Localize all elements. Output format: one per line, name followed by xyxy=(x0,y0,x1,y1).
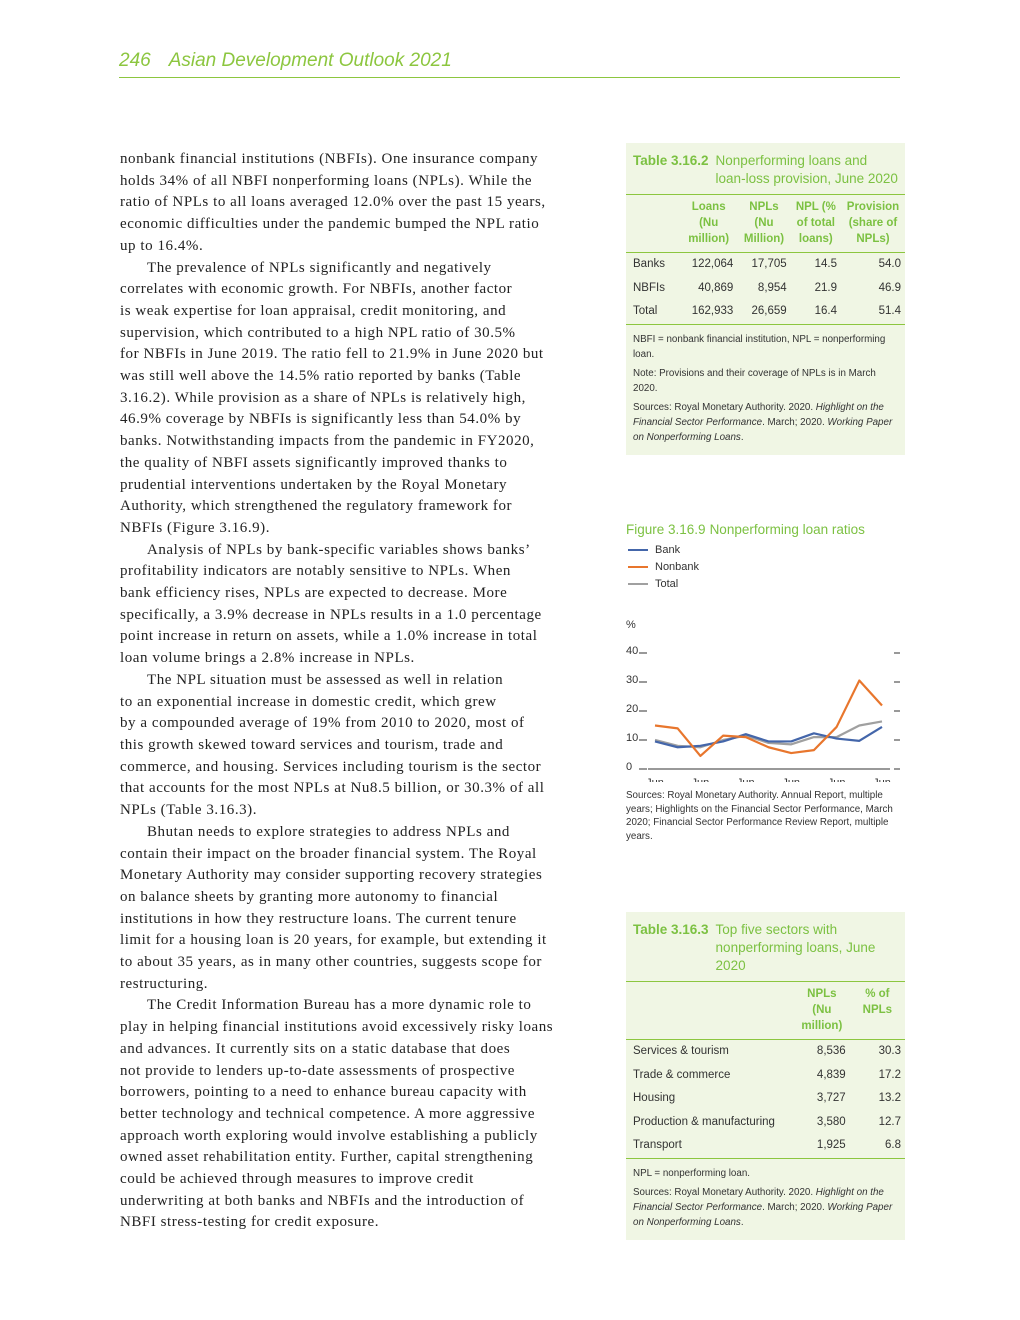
text-line: nonbank financial institutions (NBFIs). One insurance company xyxy=(120,151,539,167)
x-tick-label xyxy=(646,777,664,782)
column-header: Provision (share of NPLs) xyxy=(846,201,900,245)
table-cell: 8,954 xyxy=(757,281,787,294)
text-line: that accounts for the most NPLs at Nu8.5 billion, or 30.3% of all xyxy=(120,780,545,797)
paragraph xyxy=(120,540,600,670)
column-header: NPL (% of total loans) xyxy=(795,201,836,245)
x-tick-label xyxy=(737,777,755,782)
figure-3-16-9 xyxy=(626,522,906,843)
text-line: prudential interventions undertaken by the Royal Monetary xyxy=(120,476,508,493)
row-label: Trade & commerce xyxy=(633,1068,731,1081)
table-row xyxy=(626,1064,905,1088)
table-cell: 162,933 xyxy=(691,305,734,317)
text-line: to about 35 years, as in many other countries, suggests scope for xyxy=(120,954,542,971)
table-number: Table 3.16.3 xyxy=(633,922,709,937)
running-header xyxy=(119,50,900,78)
text-line: bank efficiency rises, NPLs are expected to decrease. More xyxy=(120,585,508,602)
text-line: holds 34% of all NBFI nonperforming loans (NPLs). While the xyxy=(120,172,533,189)
table-cell: 21.9 xyxy=(814,281,837,294)
text-line: is weak expertise for loan appraisal, credit monitoring, and xyxy=(120,302,507,319)
text-line: contain their impact on the broader financial system. The Royal xyxy=(120,845,537,862)
table-caption: Nonperforming loans and loan-loss provision, June 2020 xyxy=(715,153,898,186)
line-chart xyxy=(626,592,906,782)
text-line: this growth skewed toward services and tourism, trade and xyxy=(120,736,504,753)
text-line: owned asset rehabilitation entity. Further, capital strengthening xyxy=(120,1149,534,1166)
text-line: Bhutan needs to explore strategies to address NPLs and xyxy=(147,823,510,840)
column-header: Loans (Nu million) xyxy=(688,201,730,245)
table-cell: 12.7 xyxy=(878,1115,901,1128)
table-row xyxy=(626,300,905,324)
text-line: NBFIs (Figure 3.16.9). xyxy=(120,519,271,536)
column-header: NPLs (Nu million) xyxy=(801,988,843,1032)
sources-title: Working Paper on Nonperforming Loans xyxy=(633,416,893,443)
table-cell: 3,727 xyxy=(816,1092,846,1104)
figure-number: Figure 3.16.9 xyxy=(626,522,706,537)
text-line: approach worth exploring would involve establishing a publicly xyxy=(120,1127,538,1144)
table-row xyxy=(626,253,905,277)
table-cell: 1,925 xyxy=(816,1139,846,1151)
sources-text: . xyxy=(740,431,744,443)
table-cell: 46.9 xyxy=(878,281,901,294)
abbreviation-note: NPL = nonperforming loan. xyxy=(633,1167,750,1179)
series-line-bank xyxy=(655,727,882,747)
text-line: specifically, a 3.9% decrease in NPLs results in a 1.0 percentage xyxy=(120,606,542,623)
text-line: underwriting at both banks and NBFIs and the introduction of xyxy=(120,1192,525,1209)
paragraph xyxy=(120,995,600,1234)
text-line: by a compounded average of 19% from 2010 to 2020, most of xyxy=(120,715,525,732)
figure-title xyxy=(626,522,906,537)
table-cell: 6.8 xyxy=(885,1139,901,1151)
table-3-16-3 xyxy=(626,912,905,1240)
text-line: The prevalence of NPLs significantly and negatively xyxy=(147,259,492,276)
table-notes xyxy=(626,1159,905,1240)
sources-text: . March; 2020. xyxy=(762,416,828,428)
row-label: Transport xyxy=(633,1139,682,1151)
text-line: limit for a housing loan is 20 years, for example, but extending it xyxy=(120,932,547,949)
y-tick-label: 10 xyxy=(626,732,639,744)
y-tick-label: 30 xyxy=(626,674,639,686)
row-label: NBFIs xyxy=(633,281,665,294)
chart-legend xyxy=(626,541,906,592)
paragraph xyxy=(120,258,600,540)
paragraph xyxy=(120,822,600,996)
table-cell: 17,705 xyxy=(751,258,787,270)
text-line: 46.9% coverage by NBFIs is significantly less than 54.0% by xyxy=(120,411,522,428)
body-text xyxy=(120,149,600,1234)
table-cell: 13.2 xyxy=(878,1092,901,1104)
legend-label: Nonbank xyxy=(655,560,700,573)
table-cell: 122,064 xyxy=(691,258,734,270)
text-line: institutions in how they restructure loans. The current tenure xyxy=(120,910,517,927)
text-line: ratio of NPLs to all loans averaged 12.0% over the past 15 years, xyxy=(120,194,546,211)
table-cell: 54.0 xyxy=(878,258,901,270)
row-label: Services & tourism xyxy=(633,1045,729,1057)
table-cell: 30.3 xyxy=(878,1045,901,1057)
npl-table xyxy=(626,195,905,325)
text-line: 3.16.2). While provision as a share of NPLs is relatively high, xyxy=(120,389,526,406)
figure-caption: Nonperforming loan ratios xyxy=(709,522,865,537)
legend-label: Bank xyxy=(655,543,681,556)
sources-text: . March; 2020. xyxy=(762,1201,828,1213)
text-line: NBFI stress-testing for credit exposure. xyxy=(120,1214,380,1231)
table-cell: 17.2 xyxy=(878,1068,901,1081)
column-header xyxy=(626,982,794,1040)
text-line: point increase in return on assets, while a 1.0% increase in total xyxy=(120,628,538,645)
x-tick-label xyxy=(782,777,800,782)
table-cell: 14.5 xyxy=(814,258,837,270)
sources-text: Sources: Royal Monetary Authority. 2020. xyxy=(633,401,816,413)
text-line: Authority, which strengthened the regulatory framework for xyxy=(120,498,513,515)
table-cell: 16.4 xyxy=(814,305,837,317)
y-tick-label: 20 xyxy=(626,703,639,715)
sources-text: . xyxy=(740,1216,744,1228)
sources-note xyxy=(633,400,898,445)
x-tick-label xyxy=(692,777,710,782)
text-line: economic difficulties under the pandemic bumped the NPL ratio xyxy=(120,216,540,233)
table-cell: 8,536 xyxy=(816,1045,846,1057)
text-line: The Credit Information Bureau has a more dynamic role to xyxy=(147,997,532,1014)
legend-item xyxy=(626,541,906,558)
table-row xyxy=(626,277,905,301)
note: Note: Provisions and their coverage of NPLs is in March 2020. xyxy=(633,367,876,394)
table-title xyxy=(626,912,905,982)
table-row xyxy=(626,1040,905,1064)
table-3-16-2 xyxy=(626,143,905,455)
series-line-nonbank xyxy=(655,681,882,756)
table-number: Table 3.16.2 xyxy=(633,153,709,168)
sources-title: Highlight on the Financial Sector Performance xyxy=(633,401,884,428)
sources-text: Sources: Royal Monetary Authority. 2020. xyxy=(633,1186,816,1198)
table-row xyxy=(626,1111,905,1135)
paragraph xyxy=(120,670,600,822)
text-line: profitability indicators are notably sensitive to NPLs. When xyxy=(120,563,511,580)
text-line: play in helping financial institutions avoid excessively risky loans xyxy=(120,1019,554,1036)
table-cell: 40,869 xyxy=(698,281,734,294)
table-cell: 4,839 xyxy=(816,1068,846,1081)
abbreviation-note: NBFI = nonbank financial institution, NPL = nonperforming loan. xyxy=(633,333,886,360)
sources-title: Highlight on the Financial Sector Performance xyxy=(633,1186,884,1213)
text-line: borrowers, pointing to a need to enhance bureau capacity with xyxy=(120,1084,527,1101)
y-axis-unit: % xyxy=(626,619,636,631)
row-label: Total xyxy=(633,305,658,317)
x-tick-label xyxy=(873,777,891,782)
text-line: restructuring. xyxy=(120,975,209,992)
text-line: correlates with economic growth. For NBFIs, another factor xyxy=(120,281,513,298)
sources-title: Working Paper on Nonperforming Loans xyxy=(633,1201,893,1228)
legend-swatch xyxy=(628,549,648,551)
row-label: Banks xyxy=(633,258,665,270)
text-line: for NBFIs in June 2019. The ratio fell to 21.9% in June 2020 but xyxy=(120,346,544,363)
y-tick-label: 0 xyxy=(626,761,633,773)
legend-item xyxy=(626,575,906,592)
text-line: could be achieved through measures to improve credit xyxy=(120,1171,474,1188)
text-line: The NPL situation must be assessed as well in relation xyxy=(147,671,504,688)
text-line: on balance sheets by granting more autonomy to financial xyxy=(120,888,499,905)
text-line: supervision, which contributed to a high NPL ratio of 30.5% xyxy=(120,324,516,341)
text-line: Monetary Authority may consider supporting recovery strategies xyxy=(120,867,543,884)
y-tick-label: 40 xyxy=(626,645,639,657)
text-line: was still well above the 14.5% ratio reported by banks (Table xyxy=(120,368,522,385)
text-line: to an exponential increase in domestic credit, which grew xyxy=(120,693,497,710)
text-line: better technology and technical competence. A more aggressive xyxy=(120,1105,536,1122)
legend-swatch xyxy=(628,583,648,585)
text-line: banks. Notwithstanding impacts from the pandemic in FY2020, xyxy=(120,433,535,450)
table-row xyxy=(626,1087,905,1111)
text-line: commerce, and housing. Services including tourism is the sector xyxy=(120,758,542,775)
legend-swatch xyxy=(628,566,648,568)
x-tick-label xyxy=(828,777,846,782)
publication-title: Asian Development Outlook 2021 xyxy=(168,50,452,71)
sectors-table xyxy=(626,982,905,1159)
table-cell: 3,580 xyxy=(816,1115,846,1128)
text-line: the quality of NBFI assets significantly improved thanks to xyxy=(120,454,508,471)
row-label: Housing xyxy=(633,1092,676,1104)
column-header: % of NPLs xyxy=(862,988,893,1016)
figure-sources: Sources: Royal Monetary Authority. Annual Report, multiple years; Highlights on the Financial Sector Performance, March 2020; Financial Sector Performance Review Report, multiple years. xyxy=(626,790,893,842)
row-label: Production & manufacturing xyxy=(633,1115,775,1128)
legend-label: Total xyxy=(655,577,679,590)
table-cell: 51.4 xyxy=(878,305,901,317)
legend-item xyxy=(626,558,906,575)
table-row xyxy=(626,1134,905,1158)
table-caption: Top five sectors with nonperforming loans, June 2020 xyxy=(715,922,876,973)
sources-note xyxy=(633,1185,898,1230)
table-title xyxy=(626,143,905,195)
page-number: 246 xyxy=(119,50,151,71)
text-line: up to 16.4%. xyxy=(120,237,204,254)
paragraph xyxy=(120,149,600,258)
text-line: and advances. It currently sits on a static database that does xyxy=(120,1040,511,1057)
column-header: NPLs (Nu Million) xyxy=(743,201,785,245)
text-line: not provide to lenders up-to-date assessments of prospective xyxy=(120,1062,515,1079)
text-line: NPLs (Table 3.16.3). xyxy=(120,802,258,819)
text-line: Analysis of NPLs by bank-specific variables shows banks’ xyxy=(147,541,531,558)
column-header xyxy=(626,195,680,253)
text-line: loan volume brings a 2.8% increase in NPLs. xyxy=(120,650,415,667)
table-notes xyxy=(626,325,905,455)
table-cell: 26,659 xyxy=(751,305,787,317)
